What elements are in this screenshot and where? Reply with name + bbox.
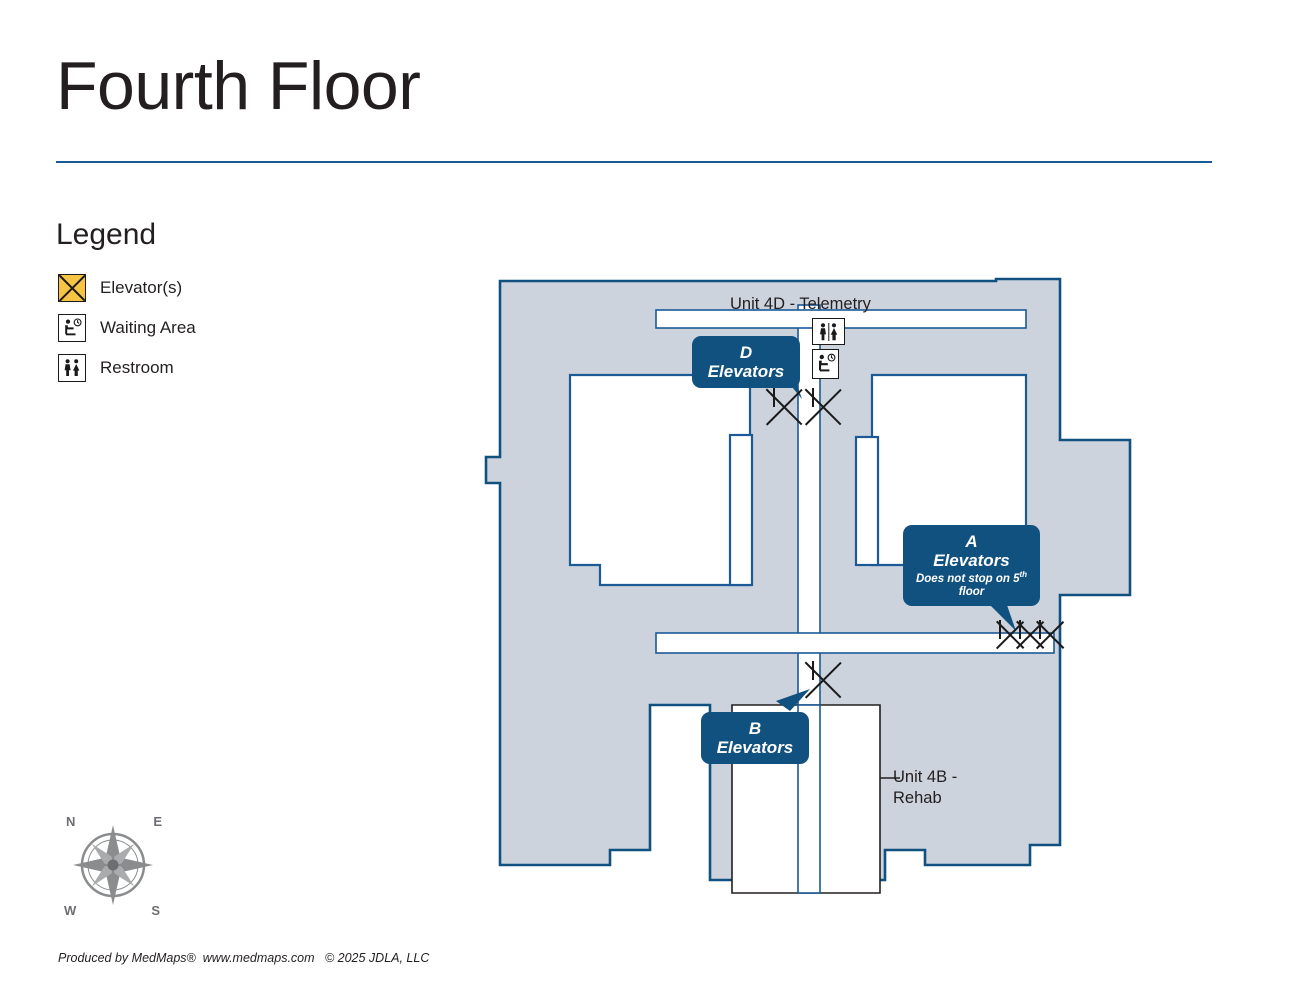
compass-east-label: E [153,814,162,829]
legend-title: Legend [56,218,157,251]
map-elevator-b1[interactable] [812,662,834,698]
map-elevator-d1[interactable] [773,389,795,425]
callout-a-sub: Does not stop on 5th floor [915,570,1028,598]
callout-b-line1: B [748,719,762,738]
elevator-icon [999,620,1001,639]
restroom-icon [812,318,845,345]
callout-d-line2: Elevators [707,362,785,382]
callout-a-line2: Elevators [933,551,1010,571]
map-label-unit-4b-line1: Unit 4B - [893,768,958,786]
map-restroom-4d [812,318,845,345]
title-divider [56,161,1212,163]
elevator-icon [58,274,86,302]
legend-list [58,268,378,388]
callout-d-elevators[interactable] [692,336,800,388]
legend-item-label: Waiting Area [100,318,196,337]
map-label-unit-4b [893,767,957,808]
legend-item-elevator [58,268,378,308]
map-elevator-a1[interactable] [999,621,1020,648]
elevator-icon [1019,620,1021,639]
compass-south-label: S [151,903,160,918]
elevator-icon [773,388,775,407]
elevator-icon [1039,620,1041,639]
compass-west-label: W [64,903,77,918]
map-elevator-a2[interactable] [1019,621,1040,648]
elevator-icon [812,388,814,407]
callout-a-elevators[interactable] [903,525,1040,606]
compass-north-label: N [66,814,76,829]
map-elevator-a3[interactable] [1039,621,1060,648]
legend-item-label: Restroom [100,358,174,377]
callout-b-elevators[interactable] [701,712,809,764]
restroom-icon [58,354,86,382]
footer-credit: Produced by MedMaps® www.medmaps.com © 2025 JDLA, LLC [58,951,430,965]
waiting-area-icon [58,314,86,342]
floor-plan-svg [460,265,1160,905]
elevator-icon [812,661,814,680]
map-label-unit-4d: Unit 4D - Telemetry [730,295,871,313]
map-elevator-d2[interactable] [812,389,834,425]
map-label-unit-4b-line2: Rehab [893,788,942,807]
floor-plan [460,265,1160,905]
legend-item-restroom [58,348,378,388]
legend-item-waiting-area [58,308,378,348]
legend-item-label: Elevator(s) [100,278,183,297]
compass-rose [58,810,168,920]
callout-a-line1: A [965,532,978,551]
page-title: Fourth Floor [56,48,421,124]
waiting-area-icon [812,349,839,379]
callout-d-line1: D [739,343,753,362]
callout-b-line2: Elevators [716,738,794,758]
map-waiting-area-4d [812,349,839,379]
